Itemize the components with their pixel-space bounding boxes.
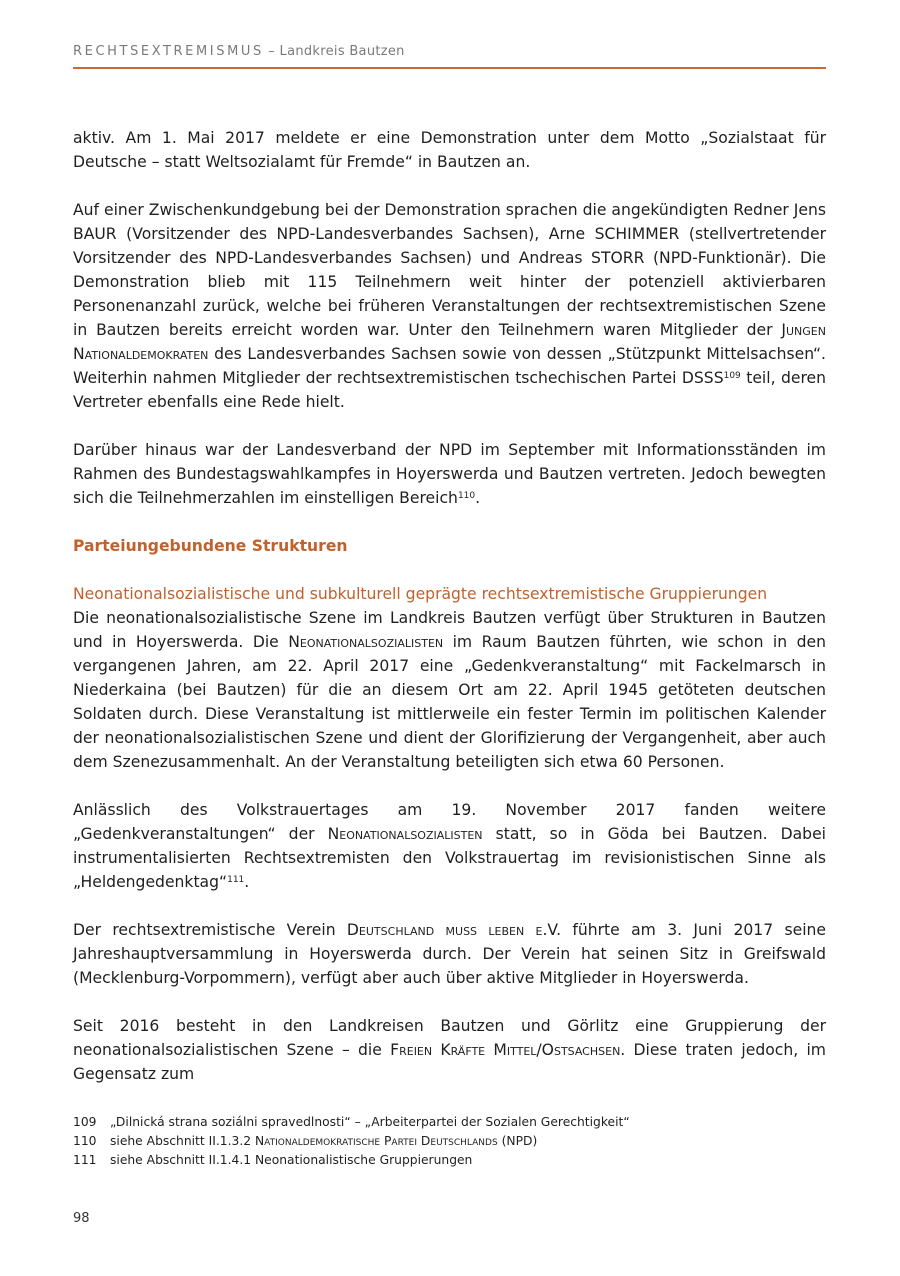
running-header [73,44,826,59]
footnote-number: 109 [73,1115,97,1129]
footnote-text: siehe Abschnitt II.1.3.2 Nationaldemokratische Partei Deutschlands (NPD) [110,1134,538,1148]
footnotes [73,1113,826,1170]
running-header-section: RECHTSEXTREMISMUS [73,44,264,59]
footnote-110 [73,1132,826,1151]
footnote-number: 110 [73,1134,97,1148]
paragraph-2: Auf einer Zwischenkundgebung bei der Demonstration sprachen die angekündigten Redner Jens BAUR (Vorsitzender des NPD-Landesverbandes Sachsen), Arne SCHIMMER (stellvertretender Vorsitzender des NPD-Landesverbandes Sachsen) und Andreas STORR (NPD-Funktionär). Die Demonstration blieb mit 115 Teilnehmern weit hinter der potenziell aktivierbaren Personenanzahl zurück, welche bei früheren Veranstaltungen der rechtsextremistischen Szene in Bautzen bereits erreicht worden war. Unter den Teilnehmern waren Mitglieder der Jungen Nationaldemokraten des Landesverbandes Sachsen sowie von dessen „Stützpunkt Mittelsachsen“. Weiterhin nahmen Mitglieder der rechtsextremistischen tschechischen Partei DSSS$^{109}$ teil, deren Vertreter ebenfalls eine Rede hielt. [73,201,826,411]
footnote-109 [73,1113,826,1132]
section-heading: Parteiungebundene Strukturen [73,537,348,555]
footnote-text: siehe Abschnitt II.1.4.1 Neonationalistische Gruppierungen [110,1153,473,1167]
page-number: 98 [73,1211,90,1226]
footnote-number: 111 [73,1153,97,1167]
running-header-subtitle: – Landkreis Bautzen [268,44,405,59]
footnote-ref-110[interactable]: 110 [457,491,476,501]
paragraph-4: Die neonationalsozialistische Szene im Landkreis Bautzen verfügt über Strukturen in Bautzen und in Hoyerswerda. Die Neonationalsozialisten im Raum Bautzen führten, wie schon in den vergangenen Jahren, am 22. April 2017 eine „Gedenkveranstaltung“ mit Fackelmarsch in Niederkaina (bei Bautzen) für die an diesem Ort am 22. April 1945 getöteten deutschen Soldaten durch. Diese Veranstaltung ist mittlerweile ein fester Termin im politischen Kalender der neonationalsozialistischen Szene und dient der Glorifizierung der Vergangenheit, aber auch dem Szenezusammenhalt. An der Veranstaltung beteiligten sich etwa 60 Personen. [73,609,826,771]
paragraph-5: Anlässlich des Volkstrauertages am 19. November 2017 fanden weitere „Gedenkveranstaltungen“ der Neonationalsozialisten statt, so in Göda bei Bautzen. Dabei instrumentalisierten Rechtsextremisten den Volkstrauertag im revisionistischen Sinne als „Heldengedenktag“$^{111}$. [73,801,826,891]
org-name: Freien Kräfte Mittel/Ostsachsen [390,1041,621,1059]
paragraph-3: Darüber hinaus war der Landesverband der NPD im September mit Informationsständen im Rahmen des Bundestagswahlkampfes in Hoyerswerda und Bautzen vertreten. Jedoch bewegten sich die Teilnehmerzahlen im einstelligen Bereich$^{110}$. [73,441,826,507]
paragraph-6: Der rechtsextremistische Verein Deutschland muss leben e.V. führte am 3. Juni 2017 seine Jahreshauptversammlung in Hoyerswerda durch. Der Verein hat seinen Sitz in Greifswald (Mecklenburg-Vorpommern), verfügt aber auch über aktive Mitglieder in Hoyerswerda. [73,921,827,987]
main-body [73,126,826,1086]
paragraph-1: aktiv. Am 1. Mai 2017 meldete er eine Demonstration unter dem Motto „Sozialstaat für Deutsche – statt Weltsozialamt für Fremde“ in Bautzen an. [73,129,826,171]
subsection-heading: Neonationalsozialistische und subkulturell geprägte rechtsextremistische Gruppierungen [73,585,768,603]
footnote-111 [73,1151,826,1170]
org-name: Neonationalsozialisten [288,633,444,651]
footnote-ref-111[interactable]: 111 [227,875,245,885]
header-divider [73,67,826,69]
org-name: Neonationalsozialisten [327,825,483,843]
footnote-ref-109[interactable]: 109 [723,371,741,381]
org-name: Jungen Nationaldemokraten [73,321,826,363]
org-name: Deutschland muss leben e.V. [346,921,562,939]
paragraph-7: Seit 2016 besteht in den Landkreisen Bautzen und Görlitz eine Gruppierung der neonationalsozialistischen Szene – die Freien Kräfte Mittel/Ostsachsen. Diese traten jedoch, im Gegensatz zum [73,1017,826,1083]
footnote-text: „Dilnická strana soziálni spravedlnosti“ – „Arbeiterpartei der Sozialen Gerechtigkeit“ [110,1115,630,1129]
